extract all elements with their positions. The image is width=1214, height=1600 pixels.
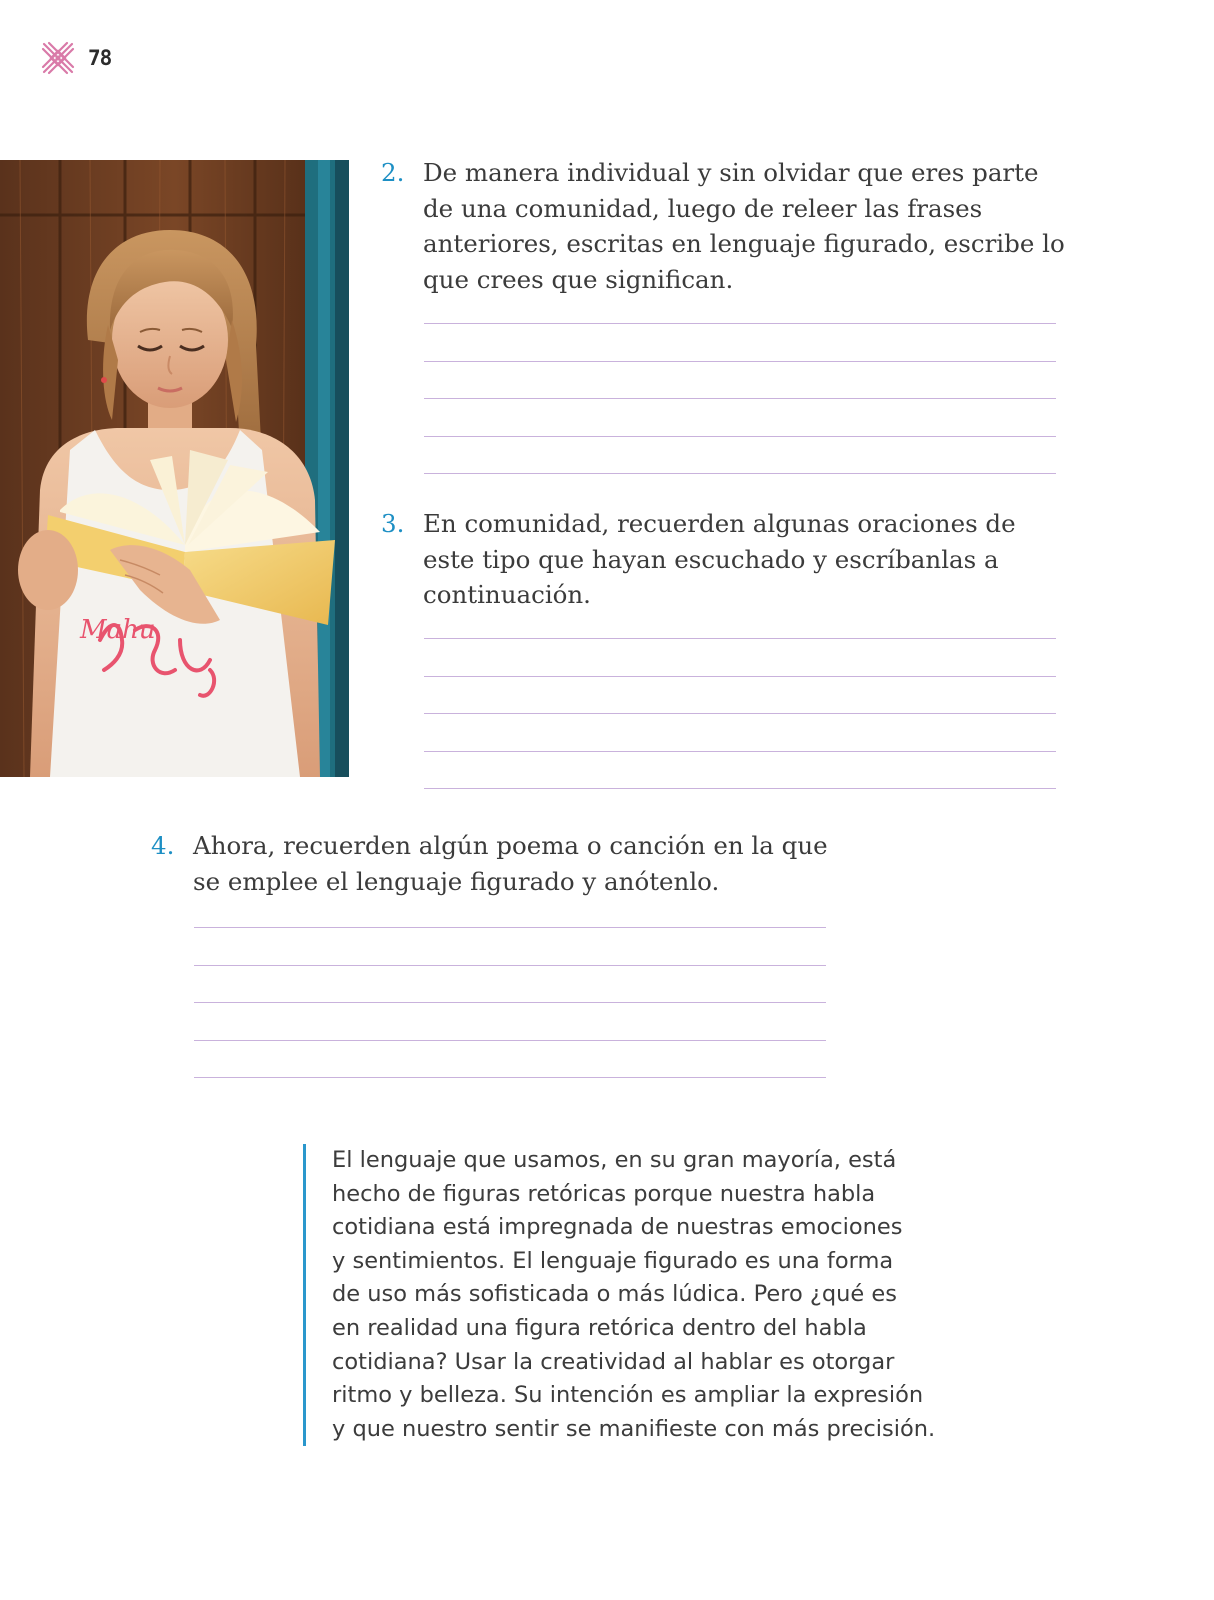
answer-line[interactable]: [424, 713, 1056, 714]
answer-line[interactable]: [194, 1040, 826, 1041]
question-3: [381, 506, 1081, 613]
answer-line[interactable]: [424, 436, 1056, 437]
answer-line[interactable]: [194, 1077, 826, 1078]
woven-ornament-icon: [40, 40, 76, 76]
answer-line[interactable]: [424, 361, 1056, 362]
answer-line[interactable]: [194, 965, 826, 966]
question-4: [151, 828, 851, 899]
shirt-print-text: Mahu: [80, 615, 156, 645]
answer-line[interactable]: [424, 751, 1056, 752]
answer-line[interactable]: [424, 676, 1056, 677]
question-text: Ahora, recuerden algún poema o canción en la que se emplee el lenguaje figurado y anótenlo.: [193, 831, 828, 896]
answer-line[interactable]: [424, 323, 1056, 324]
page-header: [40, 38, 111, 78]
info-box: [303, 1144, 1032, 1446]
info-paragraph: El lenguaje que usamos, en su gran mayoría, está hecho de figuras retóricas porque nuestra habla cotidiana está impregnada de nuestras emociones y sentimientos. El lenguaje figurado es una forma de uso más sofisticada o más lúdica. Pero ¿qué es en realidad una figura retórica dentro del habla cotidiana? Usar la creatividad al hablar es otorgar ritmo y belleza. Su intención es ampliar la expresión y que nuestro sentir se manifieste con más precisión.: [332, 1147, 936, 1442]
answer-line[interactable]: [424, 788, 1056, 789]
girl-reading-book-photo: [0, 160, 349, 777]
question-number: 3.: [381, 509, 405, 538]
question-2: [381, 155, 1081, 297]
answer-line[interactable]: [424, 638, 1056, 639]
answer-line[interactable]: [424, 473, 1056, 474]
question-number: 4.: [151, 831, 175, 860]
answer-lines-q3: [424, 638, 1056, 826]
answer-line[interactable]: [424, 398, 1056, 399]
question-text: De manera individual y sin olvidar que eres parte de una comunidad, luego de releer las frases anteriores, escritas en lenguaje figurado, escribe lo que crees que significan.: [423, 158, 1065, 294]
answer-line[interactable]: [194, 927, 826, 928]
page-number: 78: [88, 46, 112, 70]
answer-lines-q2: [424, 323, 1056, 511]
question-number: 2.: [381, 158, 405, 187]
answer-lines-q4: [194, 927, 826, 1115]
question-text: En comunidad, recuerden algunas oraciones de este tipo que hayan escuchado y escríbanlas a continuación.: [423, 509, 1016, 609]
answer-line[interactable]: [194, 1002, 826, 1003]
